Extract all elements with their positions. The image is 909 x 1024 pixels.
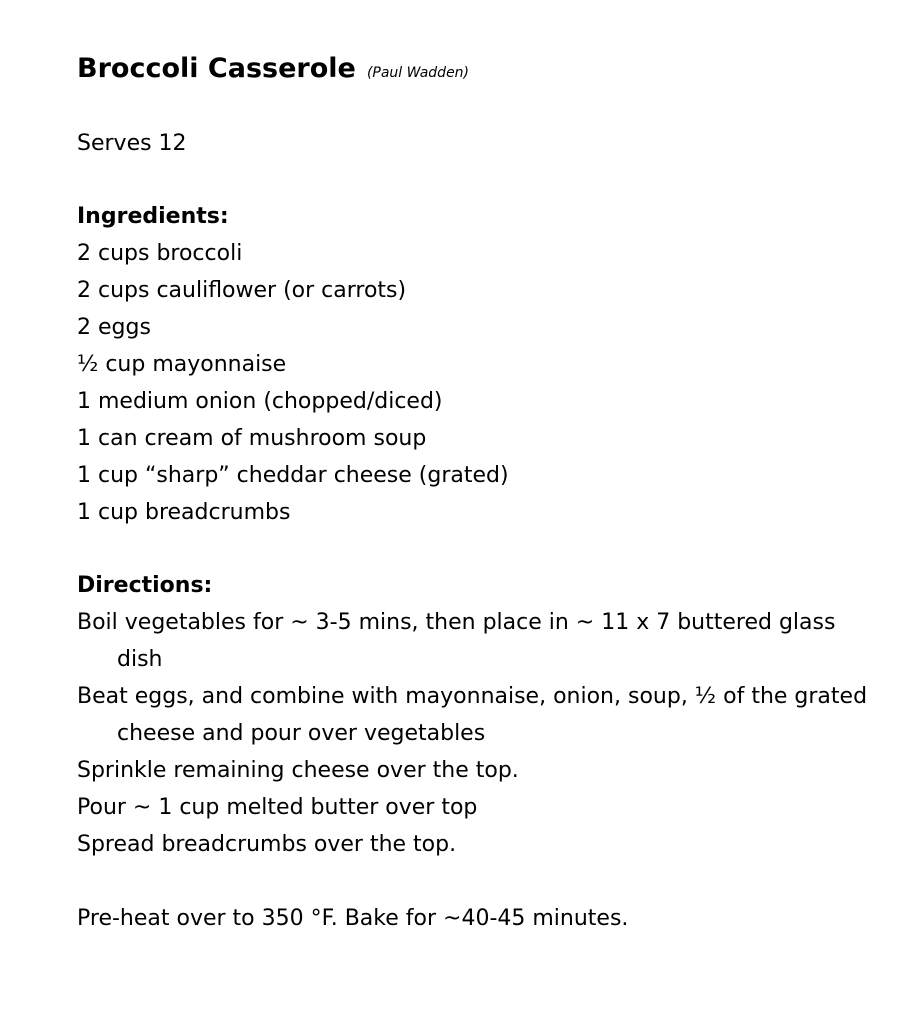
direction-step: Beat eggs, and combine with mayonnaise, onion, soup, ½ of the grated cheese and pour over vegetables [77, 684, 868, 746]
recipe-document [77, 44, 877, 937]
recipe-author: (Paul Wadden) [366, 65, 470, 81]
direction-step: Spread breadcrumbs over the top. [77, 832, 457, 857]
directions-section [77, 567, 877, 863]
ingredient-item: ½ cup mayonnaise [77, 352, 287, 377]
direction-list [77, 604, 877, 863]
baking-note: Pre-heat over to 350 °F. Bake for ~40-45 minutes. [77, 906, 629, 931]
ingredient-item: 1 cup breadcrumbs [77, 500, 291, 525]
ingredient-item: 1 can cream of mushroom soup [77, 426, 427, 451]
direction-step: Pour ~ 1 cup melted butter over top [77, 795, 478, 820]
serves-count: Serves 12 [77, 131, 187, 156]
direction-step: Boil vegetables for ~ 3-5 mins, then place in ~ 11 x 7 buttered glass dish [77, 610, 836, 672]
ingredient-item: 2 eggs [77, 315, 151, 340]
ingredients-section [77, 198, 877, 531]
direction-step: Sprinkle remaining cheese over the top. [77, 758, 519, 783]
title-row [77, 44, 877, 94]
ingredients-heading: Ingredients: [77, 204, 229, 229]
ingredient-item: 1 medium onion (chopped/diced) [77, 389, 443, 414]
recipe-title: Broccoli Casserole [77, 53, 356, 84]
ingredient-item: 2 cups broccoli [77, 241, 243, 266]
ingredient-list [77, 235, 877, 531]
directions-heading: Directions: [77, 573, 213, 598]
ingredient-item: 1 cup “sharp” cheddar cheese (grated) [77, 463, 509, 488]
ingredient-item: 2 cups cauliflower (or carrots) [77, 278, 407, 303]
